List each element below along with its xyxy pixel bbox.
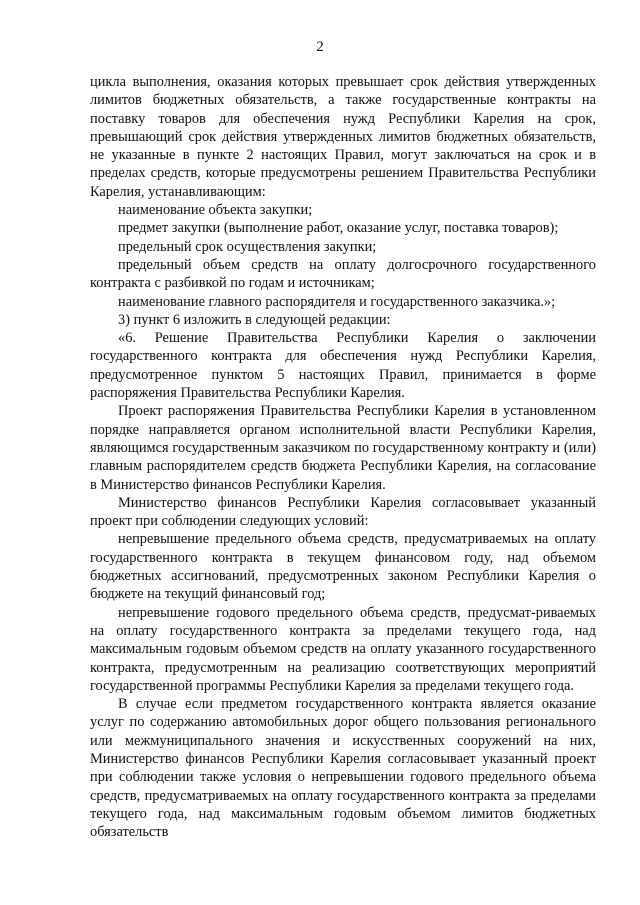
paragraph: непревышение годового предельного объема средств, предусмат-риваемых на оплату государственного контракта за пределами текущего года, над максимальным годовым объемом средств на оплату указанного государственного контракта, предусмотренным на реализацию соответствующих мероприятий государственной программы Республики Карелия за пределами текущего года. bbox=[90, 604, 596, 694]
paragraph: предельный объем средств на оплату долгосрочного государственного контракта с разбивкой по годам и источникам; bbox=[90, 256, 596, 292]
document-body bbox=[90, 73, 596, 841]
paragraph: предмет закупки (выполнение работ, оказание услуг, поставка товаров); bbox=[118, 220, 559, 237]
paragraph: наименование объекта закупки; bbox=[118, 202, 313, 219]
paragraph: В случае если предметом государственного контракта является оказание услуг по содержанию автомобильных дорог общего пользования регионального или межмуниципального значения и искусственных сооружений на них, Министерство финансов Республики Карелия согласовывает указанный проект при соблюдении также условия о непревышении годового предельного объема средств, предусматриваемых на оплату государственного контракта за пределами текущего года, над максимальным годовым объемом лимитов бюджетных обязательств bbox=[90, 696, 596, 841]
paragraph: Проект распоряжения Правительства Республики Карелия в установленном порядке направляется органом исполнительной власти Республики Карелия, являющимся государственным заказчиком по государственному контракту и (или) главным распорядителем средств бюджета Республики Карелия, на согласование в Министерство финансов Республики Карелия. bbox=[90, 403, 596, 493]
paragraph: наименование главного распорядителя и государственного заказчика.»; bbox=[118, 293, 556, 310]
paragraph: 3) пункт 6 изложить в следующей редакции: bbox=[118, 311, 391, 328]
paragraph: непревышение предельного объема средств, предусматриваемых на оплату государственного контракта в текущем финансовом году, над объемом бюджетных ассигнований, предусмотренных законом Республики Карелия о бюджете на текущий финансовый год; bbox=[90, 531, 596, 603]
paragraph: предельный срок осуществления закупки; bbox=[118, 238, 377, 255]
paragraph: «6. Решение Правительства Республики Карелия о заключении государственного контракта для обеспечения нужд Республики Карелия, предусмотренное пунктом 5 настоящих Правил, принимается в форме распоряжения Правительства Республики Карелия. bbox=[90, 330, 596, 402]
paragraph: Министерство финансов Республики Карелия согласовывает указанный проект при соблюдении следующих условий: bbox=[90, 494, 596, 530]
paragraph: цикла выполнения, оказания которых превышает срок действия утвержденных лимитов бюджетных обязательств, а также государственные контракты на поставку товаров для обеспечения нужд Республики Карелия на срок, превышающий срок действия утвержденных лимитов бюджетных обязательств, не указанные в пункте 2 настоящих Правил, могут заключаться на срок и в пределах средств, которые предусмотрены решением Правительства Республики Карелия, устанавливающим: bbox=[90, 74, 596, 200]
page-number: 2 bbox=[316, 39, 324, 55]
